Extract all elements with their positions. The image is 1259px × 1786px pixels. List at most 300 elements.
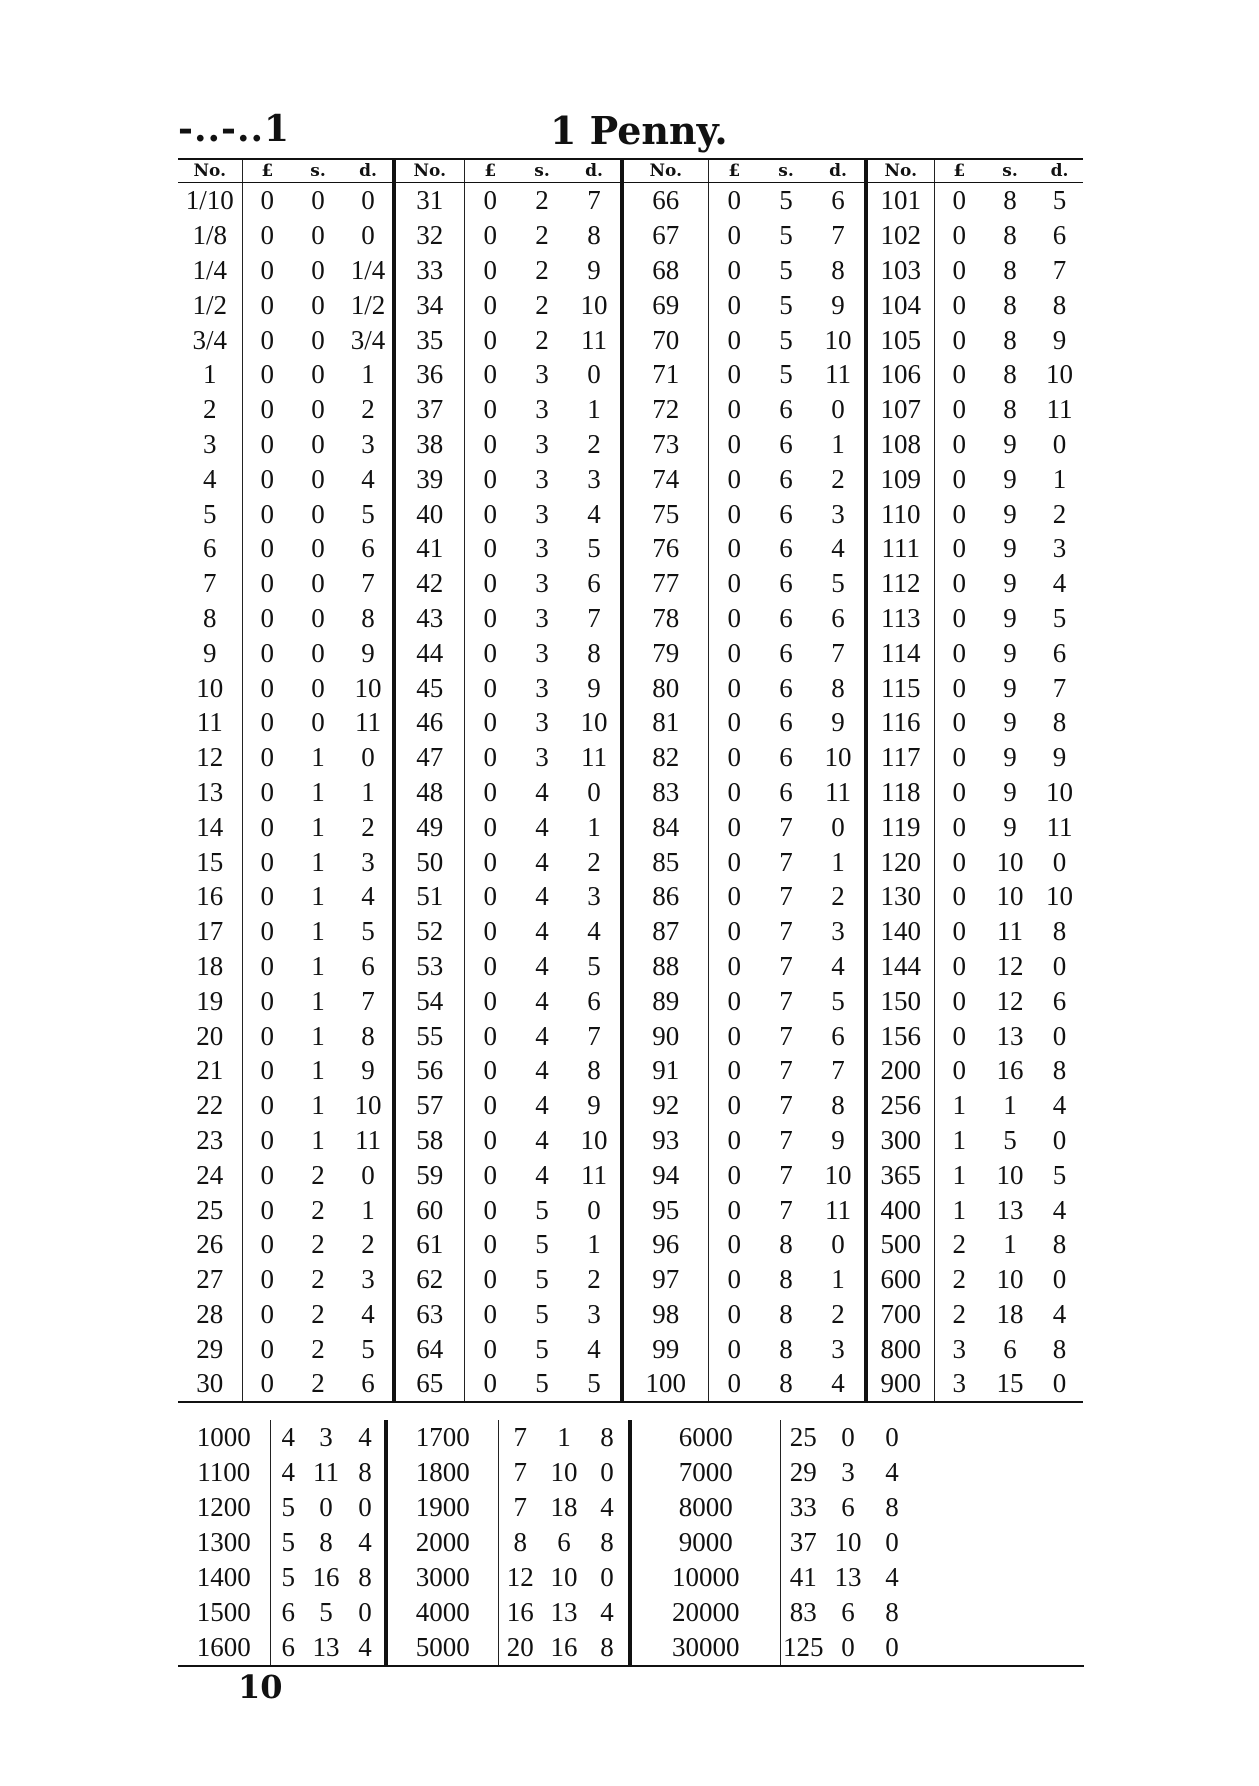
table-row <box>178 1297 1083 1332</box>
shillings-cell: 6 <box>779 463 793 494</box>
shillings-cell: 0 <box>311 254 325 285</box>
pence-cell: 11 <box>355 1124 381 1155</box>
quantity-cell: 84 <box>622 809 708 844</box>
pounds-cell: 0 <box>708 635 760 670</box>
pounds-cell: 0 <box>242 601 292 636</box>
pounds-cell: 0 <box>242 531 292 566</box>
pence-cell: 4 <box>361 463 375 494</box>
pence-cell: 2 <box>361 1229 375 1260</box>
pence-cell: 1 <box>587 1229 601 1260</box>
pounds-cell: 2 <box>934 1262 984 1297</box>
quantity-cell: 156 <box>866 1018 934 1053</box>
pounds-cell: 0 <box>708 287 760 322</box>
shillings-cell: 5 <box>1003 1124 1017 1155</box>
shillings-cell: 9 <box>1003 428 1017 459</box>
pounds-cell: 3 <box>934 1366 984 1402</box>
shillings-cell: 3 <box>535 672 549 703</box>
pounds-cell: 0 <box>464 914 516 949</box>
quantity-cell: 1900 <box>386 1490 498 1525</box>
pence-cell: 0 <box>361 742 375 773</box>
quantity-cell: 101 <box>866 183 934 218</box>
pounds-cell: 0 <box>464 1053 516 1088</box>
pounds-cell: 5 <box>270 1525 306 1560</box>
shillings-cell: 6 <box>779 742 793 773</box>
quantity-cell: 3/4 <box>192 324 227 355</box>
pence-cell: 2 <box>361 811 375 842</box>
pounds-cell: 0 <box>708 1088 760 1123</box>
shillings-cell: 1 <box>311 776 325 807</box>
pounds-cell: 0 <box>934 670 984 705</box>
shillings-cell: 1 <box>311 916 325 947</box>
quantity-cell: 92 <box>622 1088 708 1123</box>
quantity-cell: 1500 <box>196 1597 251 1627</box>
pence-cell: 0 <box>361 185 375 216</box>
quantity-cell: 57 <box>394 1088 464 1123</box>
pence-cell: 8 <box>361 602 375 633</box>
shillings-cell: 6 <box>779 776 793 807</box>
column-header: £ <box>708 159 760 183</box>
quantity-cell: 103 <box>866 253 934 288</box>
shillings-cell: 0 <box>841 1422 855 1452</box>
pence-cell: 4 <box>885 1457 899 1487</box>
quantity-cell: 5000 <box>386 1630 498 1666</box>
pounds-cell: 0 <box>708 1227 760 1262</box>
pounds-cell: 0 <box>464 809 516 844</box>
pence-cell: 11 <box>1046 811 1073 842</box>
quantity-cell: 112 <box>866 566 934 601</box>
shillings-cell: 16 <box>312 1562 340 1592</box>
pence-cell: 7 <box>587 1020 601 1051</box>
shillings-cell: 7 <box>779 811 793 842</box>
page-title: 1 Penny. <box>550 108 728 153</box>
quantity-cell: 10 <box>196 672 224 703</box>
pence-cell: 1 <box>831 846 845 877</box>
table-row <box>178 253 1083 288</box>
quantity-cell: 70 <box>622 322 708 357</box>
table-row <box>178 670 1083 705</box>
pence-cell: 2 <box>1052 498 1067 529</box>
pounds-cell: 0 <box>464 1262 516 1297</box>
quantity-cell: 9 <box>203 637 217 668</box>
pounds-cell: 0 <box>934 183 984 218</box>
pounds-cell: 0 <box>934 322 984 357</box>
pounds-cell: 37 <box>780 1525 826 1560</box>
shillings-cell: 8 <box>779 1333 793 1364</box>
pounds-cell: 0 <box>464 740 516 775</box>
shillings-cell: 13 <box>312 1632 340 1662</box>
column-header: s. <box>760 159 812 183</box>
shillings-cell: 9 <box>1003 776 1017 807</box>
pounds-cell: 0 <box>242 1192 292 1227</box>
pounds-cell: 0 <box>242 670 292 705</box>
column-header: d. <box>812 159 866 183</box>
quantity-cell: 8 <box>203 602 217 633</box>
table-row <box>178 1595 1084 1630</box>
pounds-cell: 0 <box>242 183 292 218</box>
pounds-cell: 0 <box>934 218 984 253</box>
pence-cell: 4 <box>587 498 601 529</box>
quantity-cell: 30 <box>196 1368 224 1399</box>
shillings-cell: 10 <box>834 1527 862 1557</box>
shillings-cell: 18 <box>996 1298 1024 1329</box>
quantity-cell: 9000 <box>630 1525 780 1560</box>
shillings-cell: 7 <box>779 1020 793 1051</box>
quantity-cell: 98 <box>622 1297 708 1332</box>
page-number: 10 <box>238 1668 283 1706</box>
pounds-cell: 16 <box>498 1595 542 1630</box>
shillings-cell: 1 <box>1003 1229 1017 1260</box>
pounds-cell: 0 <box>708 1123 760 1158</box>
quantity-cell: 66 <box>622 183 708 218</box>
pence-cell: 0 <box>885 1527 899 1557</box>
pence-cell: 7 <box>587 602 601 633</box>
quantity-cell: 107 <box>866 392 934 427</box>
quantity-cell: 75 <box>622 496 708 531</box>
pence-cell: 6 <box>361 533 375 564</box>
pounds-cell: 0 <box>464 844 516 879</box>
pence-cell: 1 <box>1052 463 1067 494</box>
pounds-cell: 0 <box>934 392 984 427</box>
shillings-cell: 8 <box>1003 394 1017 425</box>
shillings-cell: 1 <box>311 1090 325 1121</box>
pence-cell: 8 <box>1052 289 1067 320</box>
quantity-cell: 83 <box>622 775 708 810</box>
quantity-cell: 1200 <box>196 1492 251 1522</box>
table-row <box>178 879 1083 914</box>
pence-cell: 1 <box>831 1264 845 1295</box>
pence-cell: 3 <box>587 881 601 912</box>
pounds-cell: 0 <box>708 1297 760 1332</box>
pounds-cell: 20 <box>498 1630 542 1666</box>
pounds-cell: 0 <box>934 531 984 566</box>
pence-cell: 10 <box>1046 881 1073 912</box>
quantity-cell: 35 <box>394 322 464 357</box>
column-header: s. <box>516 159 568 183</box>
table-row <box>178 1157 1083 1192</box>
table-row <box>178 809 1083 844</box>
pounds-cell: 25 <box>780 1420 826 1455</box>
pence-cell: 11 <box>1046 394 1073 425</box>
shillings-cell: 9 <box>1003 742 1017 773</box>
quantity-cell: 14 <box>196 811 224 842</box>
shillings-cell: 6 <box>779 637 793 668</box>
shillings-cell: 8 <box>1003 220 1017 251</box>
quantity-cell: 27 <box>196 1264 224 1295</box>
pence-cell: 3 <box>587 463 601 494</box>
quantity-cell: 300 <box>866 1123 934 1158</box>
pence-cell: 4 <box>1052 568 1067 599</box>
shillings-cell: 8 <box>319 1527 333 1557</box>
quantity-cell: 61 <box>394 1227 464 1262</box>
pounds-cell: 0 <box>934 740 984 775</box>
shillings-cell: 2 <box>311 1159 325 1190</box>
pounds-cell: 0 <box>708 1192 760 1227</box>
pounds-cell: 0 <box>708 566 760 601</box>
quantity-cell: 82 <box>622 740 708 775</box>
pounds-cell: 0 <box>708 218 760 253</box>
pounds-cell: 0 <box>708 253 760 288</box>
pence-cell: 4 <box>361 881 375 912</box>
table-row <box>178 461 1083 496</box>
shillings-cell: 4 <box>535 846 549 877</box>
pence-cell: 11 <box>581 742 607 773</box>
pence-cell: 4 <box>1052 1194 1067 1225</box>
table-row <box>178 392 1083 427</box>
quantity-cell: 40 <box>394 496 464 531</box>
quantity-cell: 87 <box>622 914 708 949</box>
shillings-cell: 3 <box>535 498 549 529</box>
pence-cell: 5 <box>361 1333 375 1364</box>
quantity-cell: 85 <box>622 844 708 879</box>
quantity-cell: 105 <box>866 322 934 357</box>
table-row <box>178 1525 1084 1560</box>
quantity-cell: 44 <box>394 635 464 670</box>
pence-cell: 11 <box>581 1159 607 1190</box>
quantity-cell: 1/2 <box>192 289 227 320</box>
quantity-cell: 4000 <box>386 1595 498 1630</box>
quantity-cell: 33 <box>394 253 464 288</box>
pence-cell: 6 <box>1052 220 1067 251</box>
shillings-cell: 5 <box>779 185 793 216</box>
pounds-cell: 1 <box>934 1192 984 1227</box>
pence-cell: 7 <box>361 568 375 599</box>
shillings-cell: 4 <box>535 1055 549 1086</box>
quantity-cell: 51 <box>394 879 464 914</box>
pence-cell: 8 <box>600 1527 614 1557</box>
pence-cell: 7 <box>831 220 845 251</box>
pence-cell: 8 <box>885 1597 899 1627</box>
quantity-cell: 58 <box>394 1123 464 1158</box>
shillings-cell: 0 <box>311 289 325 320</box>
main-table-body <box>178 183 1083 1402</box>
quantity-cell: 17 <box>196 916 224 947</box>
pounds-cell: 41 <box>780 1560 826 1595</box>
quantity-cell: 13 <box>196 776 224 807</box>
main-table-header <box>178 159 1083 183</box>
pence-cell: 4 <box>587 916 601 947</box>
quantity-cell: 400 <box>866 1192 934 1227</box>
main-ready-reckoner-table <box>178 158 1083 1403</box>
table-row <box>178 1262 1083 1297</box>
quantity-cell: 78 <box>622 601 708 636</box>
shillings-cell: 9 <box>1003 463 1017 494</box>
pounds-cell: 83 <box>780 1595 826 1630</box>
shillings-cell: 13 <box>996 1020 1024 1051</box>
quantity-cell: 117 <box>866 740 934 775</box>
pence-cell: 11 <box>825 776 851 807</box>
pounds-cell: 7 <box>498 1420 542 1455</box>
quantity-cell: 1/10 <box>185 185 234 216</box>
shillings-cell: 4 <box>535 1159 549 1190</box>
pounds-cell: 0 <box>464 287 516 322</box>
shillings-cell: 4 <box>535 881 549 912</box>
quantity-cell: 1100 <box>197 1457 251 1487</box>
pence-cell: 8 <box>1052 707 1067 738</box>
pounds-cell: 0 <box>242 427 292 462</box>
pounds-cell: 0 <box>708 705 760 740</box>
pounds-cell: 2 <box>934 1297 984 1332</box>
shillings-cell: 9 <box>1003 707 1017 738</box>
shillings-cell: 3 <box>535 428 549 459</box>
pence-cell: 6 <box>361 950 375 981</box>
shillings-cell: 5 <box>779 359 793 390</box>
shillings-cell: 2 <box>535 185 549 216</box>
pounds-cell: 0 <box>464 461 516 496</box>
shillings-cell: 13 <box>996 1194 1024 1225</box>
pence-cell: 5 <box>361 498 375 529</box>
table-row <box>178 1560 1084 1595</box>
pounds-cell: 0 <box>242 844 292 879</box>
pounds-cell: 1 <box>934 1123 984 1158</box>
pounds-cell: 0 <box>464 566 516 601</box>
shillings-cell: 10 <box>550 1457 578 1487</box>
pounds-cell: 0 <box>464 392 516 427</box>
quantity-cell: 69 <box>622 287 708 322</box>
quantity-cell: 110 <box>866 496 934 531</box>
shillings-cell: 9 <box>1003 498 1017 529</box>
pence-cell: 7 <box>361 985 375 1016</box>
column-header: d. <box>344 159 394 183</box>
shillings-cell: 5 <box>319 1597 333 1627</box>
shillings-cell: 2 <box>311 1333 325 1364</box>
pence-cell: 4 <box>831 1368 845 1399</box>
quantity-cell: 500 <box>866 1227 934 1262</box>
quantity-cell: 52 <box>394 914 464 949</box>
table-row <box>178 1053 1083 1088</box>
shillings-cell: 11 <box>313 1457 339 1487</box>
pence-cell: 4 <box>885 1562 899 1592</box>
shillings-cell: 7 <box>779 985 793 1016</box>
quantity-cell: 1 <box>203 359 217 390</box>
pence-cell: 7 <box>1052 254 1067 285</box>
pence-cell: 3 <box>831 498 845 529</box>
shillings-cell: 2 <box>311 1298 325 1329</box>
shillings-cell: 6 <box>779 428 793 459</box>
shillings-cell: 10 <box>996 846 1024 877</box>
quantity-cell: 59 <box>394 1157 464 1192</box>
quantity-cell: 28 <box>196 1298 224 1329</box>
shillings-cell: 4 <box>535 1090 549 1121</box>
pence-cell: 10 <box>1046 359 1073 390</box>
pounds-cell: 0 <box>242 775 292 810</box>
table-row <box>178 601 1083 636</box>
pence-cell: 5 <box>587 533 601 564</box>
pence-cell: 4 <box>361 1298 375 1329</box>
quantity-cell: 71 <box>622 357 708 392</box>
pounds-cell: 0 <box>464 1192 516 1227</box>
quantity-cell: 73 <box>622 427 708 462</box>
pounds-cell: 0 <box>242 1366 292 1402</box>
quantity-cell: 94 <box>622 1157 708 1192</box>
shillings-cell: 1 <box>311 742 325 773</box>
shillings-cell: 1 <box>311 985 325 1016</box>
pence-cell: 3 <box>1052 533 1067 564</box>
quantity-cell: 60 <box>394 1192 464 1227</box>
pounds-cell: 0 <box>242 566 292 601</box>
table-row <box>178 496 1083 531</box>
pence-cell: 5 <box>831 985 845 1016</box>
pence-cell: 8 <box>587 637 601 668</box>
shillings-cell: 0 <box>311 707 325 738</box>
pence-cell: 8 <box>358 1457 372 1487</box>
shillings-cell: 7 <box>779 1090 793 1121</box>
column-header: s. <box>292 159 344 183</box>
pence-cell: 0 <box>1052 1368 1067 1399</box>
pence-cell: 6 <box>361 1368 375 1399</box>
shillings-cell: 8 <box>1003 359 1017 390</box>
pounds-cell: 0 <box>934 253 984 288</box>
pence-cell: 4 <box>358 1527 372 1557</box>
table-row <box>178 1018 1083 1053</box>
shillings-cell: 6 <box>1003 1333 1017 1364</box>
quantity-cell: 74 <box>622 461 708 496</box>
quantity-cell: 111 <box>866 531 934 566</box>
pounds-cell: 0 <box>464 949 516 984</box>
quantity-cell: 118 <box>866 775 934 810</box>
shillings-cell: 12 <box>996 985 1024 1016</box>
shillings-cell: 3 <box>535 394 549 425</box>
shillings-cell: 2 <box>535 220 549 251</box>
pounds-cell: 0 <box>242 218 292 253</box>
quantity-cell: 88 <box>622 949 708 984</box>
pounds-cell: 0 <box>242 740 292 775</box>
table-row <box>178 287 1083 322</box>
shillings-cell: 2 <box>535 289 549 320</box>
shillings-cell: 10 <box>550 1562 578 1592</box>
table-row <box>178 635 1083 670</box>
pounds-cell: 8 <box>498 1525 542 1560</box>
pounds-cell: 0 <box>464 1157 516 1192</box>
pounds-cell: 1 <box>934 1088 984 1123</box>
quantity-cell: 31 <box>394 183 464 218</box>
pence-cell: 9 <box>587 254 601 285</box>
quantity-cell: 37 <box>394 392 464 427</box>
table-row <box>178 566 1083 601</box>
pounds-cell: 0 <box>242 809 292 844</box>
shillings-cell: 7 <box>779 1159 793 1190</box>
shillings-cell: 1 <box>557 1422 571 1452</box>
shillings-cell: 0 <box>311 324 325 355</box>
quantity-cell: 7000 <box>630 1455 780 1490</box>
pence-cell: 0 <box>1052 428 1067 459</box>
pence-cell: 2 <box>587 846 601 877</box>
shillings-cell: 8 <box>779 1298 793 1329</box>
column-header: d. <box>1036 159 1083 183</box>
pounds-cell: 0 <box>934 983 984 1018</box>
pounds-cell: 0 <box>242 1331 292 1366</box>
pence-cell: 8 <box>1052 1333 1067 1364</box>
shillings-cell: 18 <box>550 1492 578 1522</box>
pence-cell: 1 <box>361 359 375 390</box>
pounds-cell: 3 <box>934 1331 984 1366</box>
column-header: No. <box>866 159 934 183</box>
shillings-cell: 0 <box>311 463 325 494</box>
table-row <box>178 1123 1083 1158</box>
pounds-cell: 0 <box>464 253 516 288</box>
shillings-cell: 4 <box>535 1124 549 1155</box>
table-row <box>178 1455 1084 1490</box>
header-row <box>178 159 1083 183</box>
pence-cell: 10 <box>1046 776 1073 807</box>
shillings-cell: 5 <box>535 1333 549 1364</box>
table-row <box>178 427 1083 462</box>
pence-cell: 0 <box>361 1159 375 1190</box>
pounds-cell: 0 <box>242 496 292 531</box>
shillings-cell: 3 <box>535 359 549 390</box>
pounds-cell: 5 <box>270 1490 306 1525</box>
column-header: No. <box>394 159 464 183</box>
quantity-cell: 116 <box>866 705 934 740</box>
